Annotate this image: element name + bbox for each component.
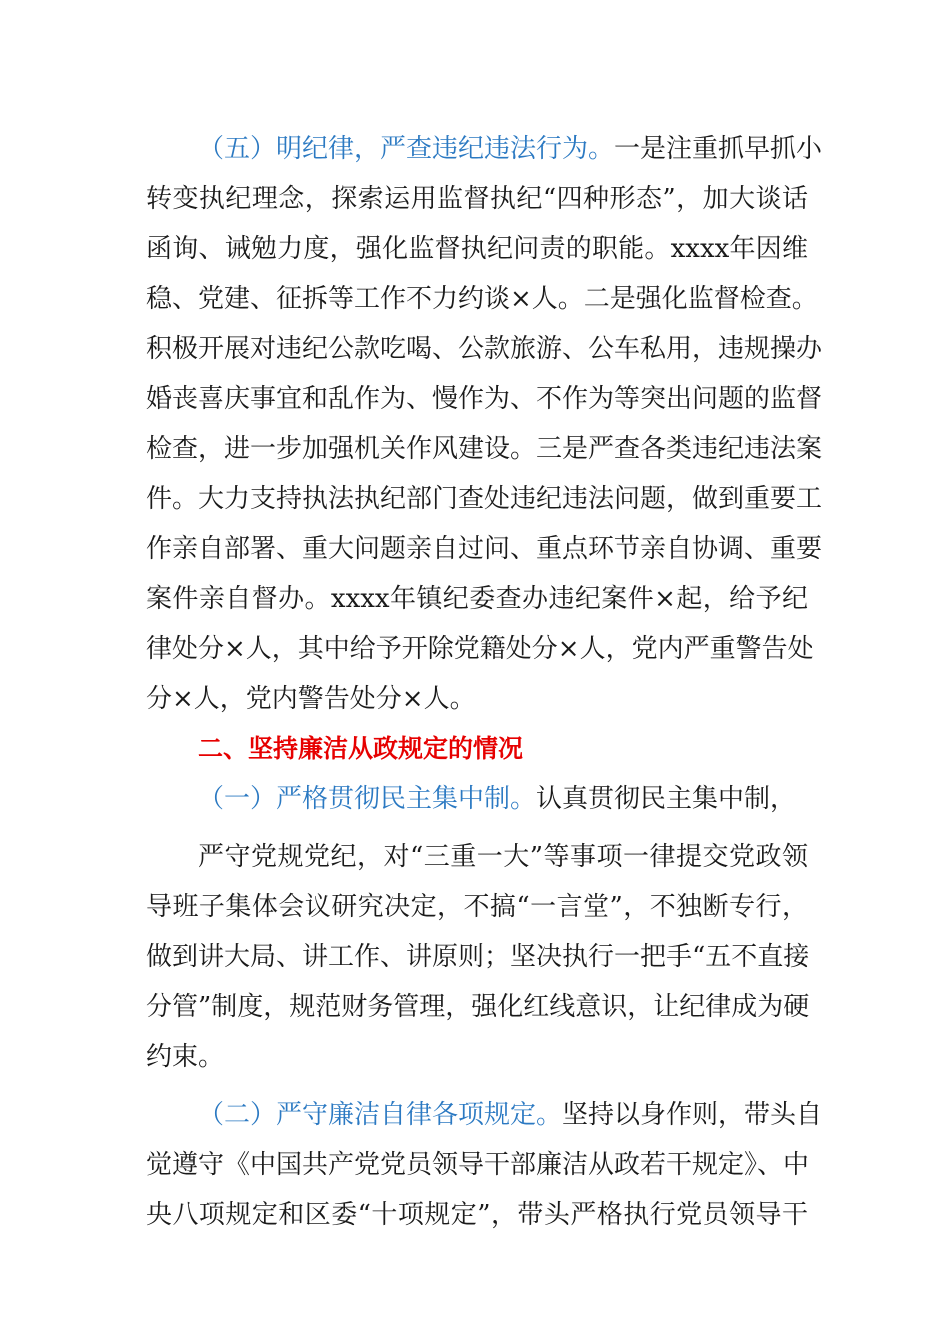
paragraph-2-line-3: 央八项规定和区委“十项规定”，带头严格执行党员领导干 xyxy=(146,1200,808,1230)
paragraph-1-line-2: 严守党规党纪，对“三重一大”等事项一律提交党政领 xyxy=(198,842,808,872)
paragraph-2-heading: （二）严守廉洁自律各项规定。 xyxy=(198,1100,563,1130)
paragraph-5-line-9: 作亲自部署、重大问题亲自过问、重点环节亲自协调、重要 xyxy=(146,534,823,564)
paragraph-5-line-4: 稳、党建、征拆等工作不力约谈×人。二是强化监督检查。 xyxy=(146,284,818,314)
paragraph-5-line-11: 律处分×人，其中给予开除党籍处分×人，党内严重警告处 xyxy=(146,634,814,664)
paragraph-1-heading: （一）严格贯彻民主集中制。 xyxy=(198,784,537,814)
paragraph-5-line-2: 转变执纪理念，探索运用监督执纪“四种形态”，加大谈话 xyxy=(146,184,808,214)
spacer xyxy=(146,824,808,832)
spacer xyxy=(146,1082,808,1090)
paragraph-5-line-6: 婚丧喜庆事宜和乱作为、慢作为、不作为等突出问题的监督 xyxy=(146,384,823,414)
paragraph-5-line-8: 件。大力支持执法执纪部门查处违纪违法问题，做到重要工 xyxy=(146,484,823,514)
paragraph-2-line-1 xyxy=(146,1090,823,1140)
paragraph-5-line-3: 函询、诫勉力度，强化监督执纪问责的职能。xxxx年因维 xyxy=(146,234,808,264)
section-2-title: 二、坚持廉洁从政规定的情况 xyxy=(198,734,524,763)
paragraph-5-heading: （五）明纪律，严查违纪违法行为。 xyxy=(198,134,615,164)
paragraph-5-text: 一是注重抓早抓小 xyxy=(614,134,823,164)
paragraph-5-line-12: 分×人，党内警告处分×人。 xyxy=(146,684,476,714)
paragraph-2-line-2: 觉遵守《中国共产党党员领导干部廉洁从政若干规定》、中 xyxy=(146,1150,810,1180)
paragraph-5-line-10: 案件亲自督办。xxxx年镇纪委查办违纪案件×起，给予纪 xyxy=(146,584,808,614)
paragraph-1-line-4: 做到讲大局、讲工作、讲原则；坚决执行一把手“五不直接 xyxy=(146,942,810,972)
paragraph-1-line-1 xyxy=(146,774,808,824)
paragraph-1-line-5: 分管”制度，规范财务管理，强化红线意识，让纪律成为硬 xyxy=(146,992,810,1022)
paragraph-2-text: 坚持以身作则，带头自 xyxy=(562,1100,823,1130)
document-body xyxy=(146,124,823,1240)
paragraph-1-text: 认真贯彻民主集中制， xyxy=(536,784,797,814)
paragraph-1-line-6: 约束。 xyxy=(146,1042,225,1072)
paragraph-5-line-1 xyxy=(146,124,823,174)
paragraph-5-line-5: 积极开展对违纪公款吃喝、公款旅游、公车私用，违规操办 xyxy=(146,334,823,364)
paragraph-1-line-3: 导班子集体会议研究决定，不搞“一言堂”，不独断专行， xyxy=(146,892,808,922)
paragraph-5-line-7: 检查，进一步加强机关作风建设。三是严查各类违纪违法案 xyxy=(146,434,823,464)
